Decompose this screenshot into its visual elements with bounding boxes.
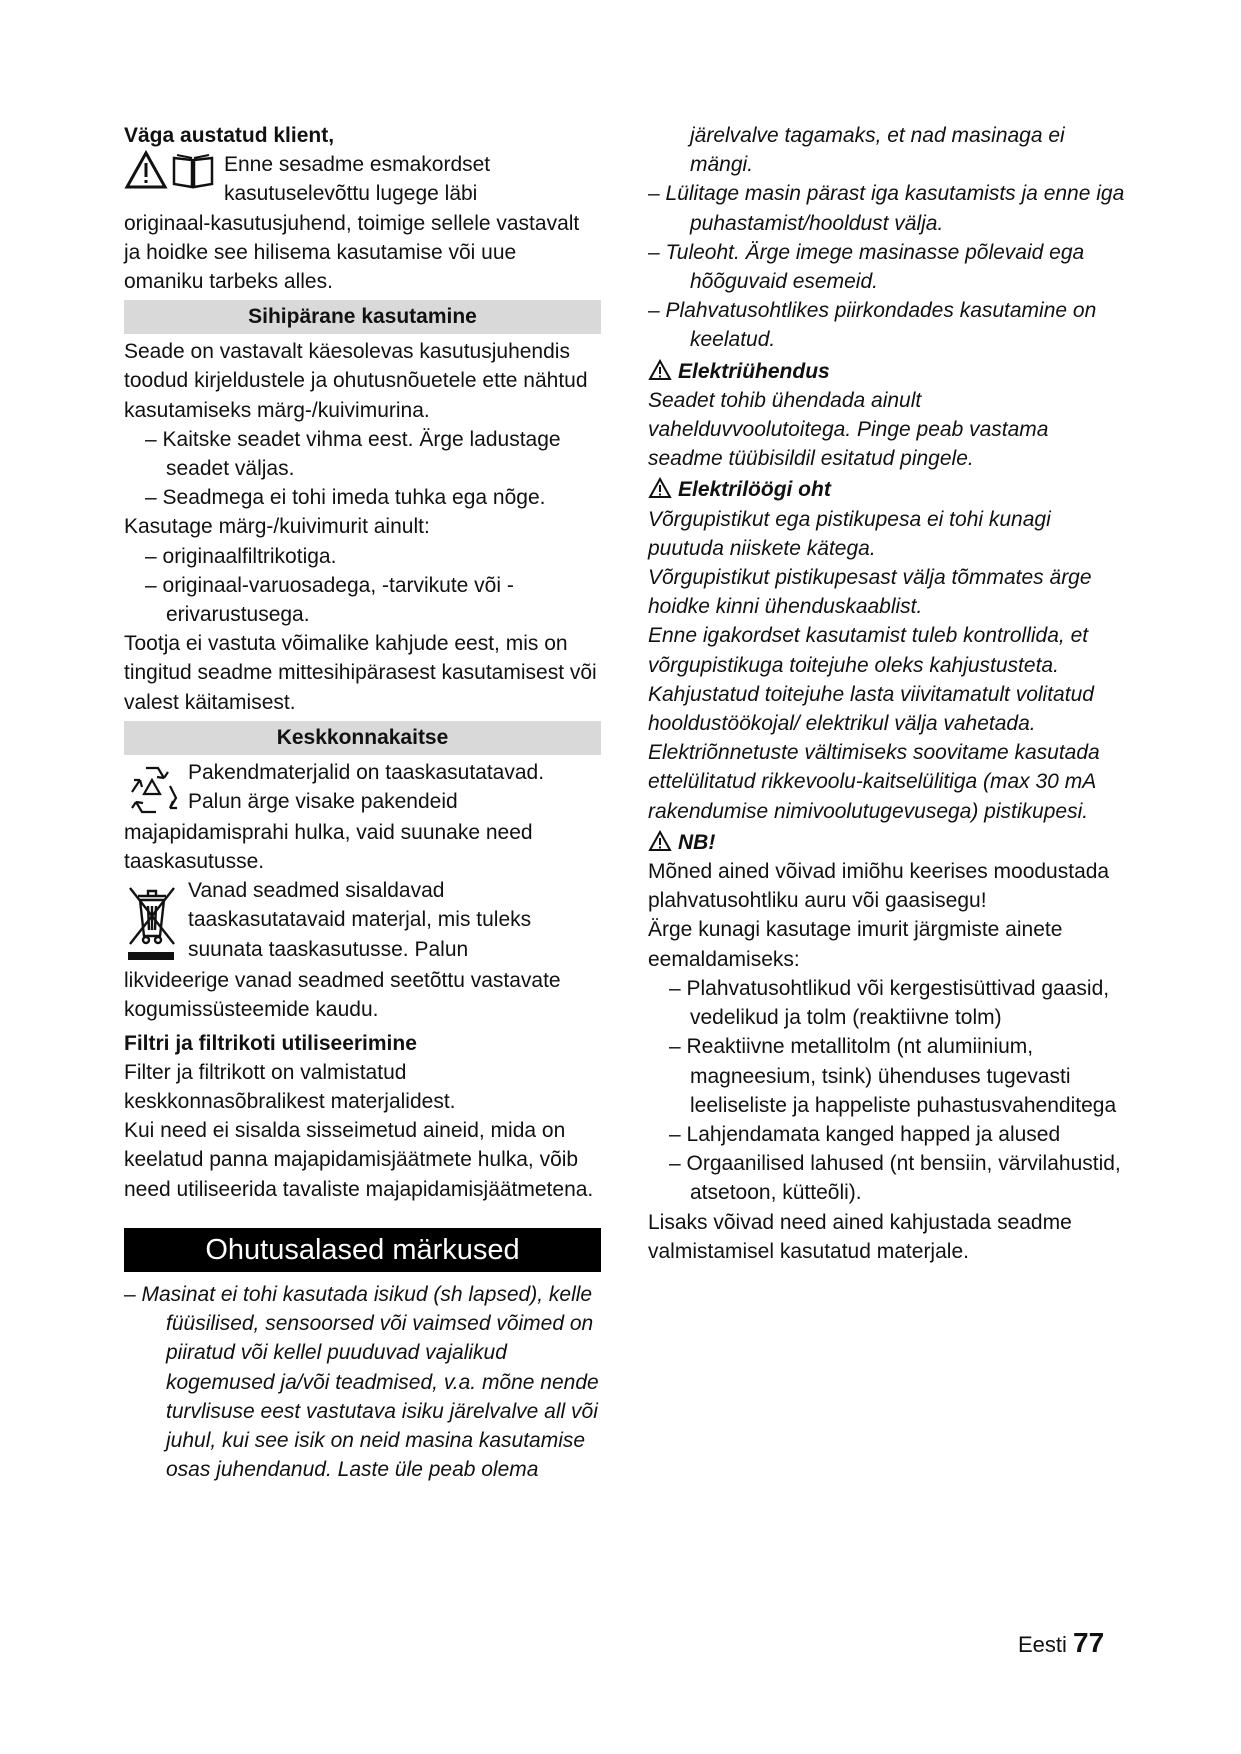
intended-use-text: Kasutage märg-/kuivimurit ainult: xyxy=(124,515,430,539)
warning-triangle-icon xyxy=(648,477,672,499)
crossed-bin-icon xyxy=(124,878,180,966)
caution-title: NB! xyxy=(678,830,716,854)
intended-use-text: Seade on vastavalt käesolevas kasutusjuhendis toodud kirjeldustele ja ohutusnõuetele ette nähtud kasutamiseks märg-/kuivimurina. xyxy=(124,340,588,422)
page-footer xyxy=(1018,1628,1104,1660)
filter-disposal-text: Filter ja filtrikott on valmistatud keskkonnasõbralikest materjalidest. xyxy=(124,1060,456,1114)
safety-item: – Masinat ei tohi kasutada isikud (sh lapsed), kelle füüsilised, sensoorsed või vaimsed võimed on piiratud või kellel puuduvad vajalikud kogemused ja/või teadmised, v.a. mõne nende turvlisuse eest vastutava isiku järelvalve all või juhul, kui see isik on neid masina kasutamise osas juhendanud. Laste üle peab olema xyxy=(124,1282,599,1482)
intro-text: originaal-kasutusjuhend, toimige sellele vastavalt ja hoidke see hilisema kasutamise või uue omaniku tarbeks alles. xyxy=(124,211,580,294)
electrical-connection-text: Seadet tohib ühendada ainult vahelduvvoolutoitega. Pinge peab vastama seadme tüübisildil esitatud pingele. xyxy=(648,388,1049,471)
filter-disposal-title: Filtri ja filtrikoti utiliseerimine xyxy=(124,1031,417,1055)
caution-text: Ärge kunagi kasutage imurit järgmiste ainete eemaldamiseks: xyxy=(648,918,1063,971)
section-title-intended-use: Sihipärane kasutamine xyxy=(124,300,601,334)
intended-use-item: – Seadmega ei tohi imeda tuhka ega nõge. xyxy=(145,486,546,510)
page-number: 77 xyxy=(1073,1627,1105,1658)
caution-item: – Reaktiivne metallitolm (nt alumiinium, magneesium, tsink) ühenduses tugevasti leeliseliste ja happeliste puhastusvahenditega xyxy=(669,1035,1117,1117)
electrical-connection-title: Elektriühendus xyxy=(678,359,830,383)
weee-line-1: Vanad seadmed sisaldavad xyxy=(188,879,445,903)
safety-item: – Lülitage masin pärast iga kasutamists ja enne iga puhastamist/hooldust välja. xyxy=(648,182,1125,235)
electric-shock-text: Võrgupistikut pistikupesast välja tõmmates ärge hoidke kinni ühenduskaablist. xyxy=(648,566,1092,619)
open-book-icon xyxy=(170,150,216,190)
recycling-text: majapidamisprahi hulka, vaid suunake need taaskasutusse. xyxy=(124,820,533,874)
recycling-line-2: Palun ärge visake pakendeid xyxy=(188,790,458,814)
electric-shock-text: Enne igakordset kasutamist tuleb kontrollida, et võrgupistikuga toitejuhe oleks kahjustusteta. Kahjustatud toitejuhe lasta viivitamatult volitatud hooldustöökojal/ elektrikul välja vahetada. xyxy=(648,624,1094,736)
warning-triangle-icon xyxy=(124,150,168,190)
recycling-line-1: Pakendmaterjalid on taaskasutatavad. xyxy=(188,760,545,784)
electrical-connection-heading xyxy=(648,357,1128,386)
section-title-safety: Ohutusalased märkused xyxy=(124,1228,601,1272)
caution-item: – Orgaanilised lahused (nt bensiin, värvilahustid, atsetoon, kütteõli). xyxy=(669,1152,1121,1205)
intended-use-item: – Kaitske seadet vihma eest. Ärge ladustage seadet väljas. xyxy=(145,427,561,481)
liability-text: Tootja ei vastuta võimalike kahjude eest, mis on tingitud seadme mittesihipärasest kasutamisest või valest käitamisest. xyxy=(124,632,597,714)
intro-line-2: kasutuselevõttu lugege läbi xyxy=(224,182,478,206)
safety-item: – Tuleoht. Ärge imege masinasse põlevaid ega hõõguvaid esemeid. xyxy=(648,240,1085,294)
caution-text: Lisaks võivad need ained kahjustada seadme valmistamisel kasutatud materjale. xyxy=(648,1210,1072,1263)
electric-shock-heading xyxy=(648,475,1128,504)
intended-use-item: – originaalfiltrikotiga. xyxy=(145,544,337,568)
section-title-environment: Keskkonnakaitse xyxy=(124,721,601,755)
caution-heading xyxy=(648,828,1128,857)
warning-triangle-icon xyxy=(648,359,672,381)
intro-line-1: Enne sesadme esmakordset xyxy=(224,153,491,177)
safety-item-continuation: järelvalve tagamaks, et nad masinaga ei mängi. xyxy=(690,124,1065,177)
right-column xyxy=(648,121,1128,1266)
electric-shock-text: Võrgupistikut ega pistikupesa ei tohi kunagi puutuda niiskete kätega. xyxy=(648,507,1051,560)
electric-shock-title: Elektrilöögi oht xyxy=(678,478,831,502)
warning-triangle-icon xyxy=(648,830,672,852)
footer-language: Eesti xyxy=(1018,1632,1067,1657)
intended-use-item: – originaal-varuosadega, -tarvikute või -erivarustusega. xyxy=(145,573,514,627)
electric-shock-text: Elektriõnnetuste vältimiseks soovitame kasutada ettelülitatud rikkevoolu-kaitselülitiga (max 30 mA rakendumise nimivoolutugevusega) pistikupesi. xyxy=(648,741,1100,823)
safety-item: – Plahvatusohtlikes piirkondades kasutamine on keelatud. xyxy=(648,299,1097,352)
weee-line-3: suunata taaskasutusse. Palun xyxy=(188,937,469,961)
left-column xyxy=(124,121,601,1484)
weee-text: likvideerige vanad seadmed seetõttu vastavate kogumissüsteemide kaudu. xyxy=(124,969,561,1022)
caution-item: – Lahjendamata kanged happed ja alused xyxy=(669,1122,1061,1146)
intro-block xyxy=(124,150,601,296)
recycle-icon xyxy=(124,760,180,818)
weee-line-2: taaskasutatavaid materjal, mis tuleks xyxy=(188,908,532,932)
caution-item: – Plahvatusohtlikud või kergestisüttivad gaasid, vedelikud ja tolm (reaktiivne tolm) xyxy=(669,976,1110,1030)
filter-disposal-text: Kui need ei sisalda sisseimetud aineid, mida on keelatud panna majapidamisjäätmete hulka, võib need utiliseerida tavaliste majapidamisjäätmetena. xyxy=(124,1119,594,1201)
greeting: Väga austatud klient, xyxy=(124,124,335,147)
weee-block xyxy=(124,876,601,1024)
recycling-block xyxy=(124,758,601,876)
caution-text: Mõned ained võivad imiõhu keerises moodustada plahvatusohtliku auru või gaasisegu! xyxy=(648,860,1110,913)
